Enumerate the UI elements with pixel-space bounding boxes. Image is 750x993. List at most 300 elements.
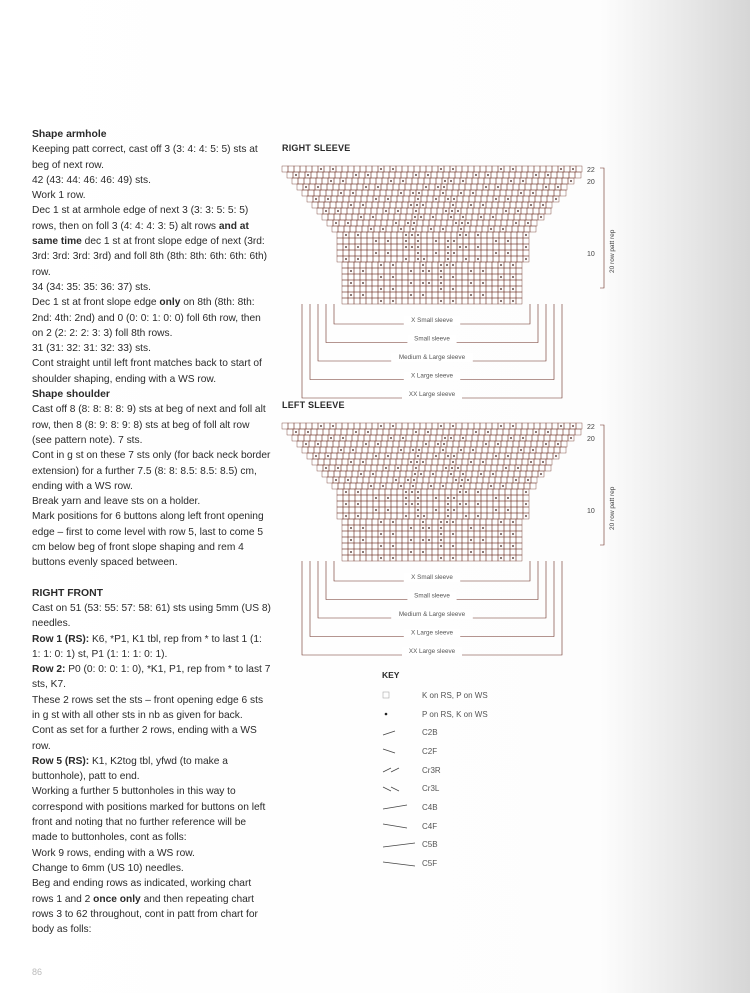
purl-dot [325,467,327,469]
chart-cell [539,208,545,214]
chart-cell [466,435,472,441]
chart-title: LEFT SLEEVE [282,400,345,410]
purl-dot [502,485,504,487]
chart-cell [391,250,397,256]
purl-dot [459,491,461,493]
chart-cell [361,256,367,262]
chart-cell [427,238,433,244]
purl-dot [380,557,382,559]
chart-cell [373,256,379,262]
instruction-paragraph [32,784,272,845]
chart-cell [474,543,480,549]
chart-cell [485,208,491,214]
chart-cell [367,501,373,507]
chart-cell [444,286,450,292]
chart-cell [357,477,363,483]
chart-cell [337,256,343,262]
purl-dot [422,282,424,284]
chart-cell [370,178,376,184]
purl-dot [457,467,459,469]
chart-cell [382,178,388,184]
key-item [382,761,582,780]
purl-dot [445,467,447,469]
chart-cell [436,178,442,184]
chart-cell [486,555,492,561]
chart-cell [497,465,503,471]
chart-cell [298,435,304,441]
chart-cell [371,465,377,471]
purl-dot [495,455,497,457]
purl-dot [500,521,502,523]
chart-cell [396,298,402,304]
chart-cell [557,172,563,178]
chart-cell [445,232,451,238]
chart-cell [439,513,445,519]
purl-dot [525,246,527,248]
chart-cell [482,226,488,232]
chart-cell [391,513,397,519]
chart-cell [444,423,450,429]
chart-cell [287,172,293,178]
chart-cell [417,184,423,190]
chart-cell [402,519,408,525]
chart-cell [396,531,402,537]
chart-cell [488,190,494,196]
purl-dot [342,180,344,182]
chart-cell [367,256,373,262]
bold-text: Row 2: [32,664,66,676]
chart-cell [347,172,353,178]
purl-dot [415,174,417,176]
chart-cell [445,489,451,495]
purl-dot [492,216,494,218]
purl-dot [495,497,497,499]
purl-dot [387,455,389,457]
chart-cell [492,459,498,465]
chart-cell [357,441,363,447]
chart-cell [439,232,445,238]
purl-dot [487,174,489,176]
chart-cell [475,495,481,501]
purl-dot [362,461,364,463]
purl-dot [350,551,352,553]
purl-dot [410,294,412,296]
purl-dot [402,180,404,182]
purl-dot [500,533,502,535]
text-run: Dec 1 st at front slope edge [32,297,160,309]
chart-cell [504,525,510,531]
key-label: C5B [422,840,438,850]
chart-cell [519,441,525,447]
purl-dot [495,509,497,511]
chart-cell [334,178,340,184]
purl-dot [542,204,544,206]
chart-cell [544,178,550,184]
chart-cell [361,453,367,459]
chart-cell [457,513,463,519]
chart-cell [430,178,436,184]
chart-cell [435,220,441,226]
purl-dot [470,461,472,463]
chart-cell [420,166,426,172]
chart-cell [517,501,523,507]
chart-cell [468,555,474,561]
chart-cell [540,166,546,172]
chart-cell [487,244,493,250]
chart-cell [486,298,492,304]
chart-cell [433,256,439,262]
chart-cell [372,423,378,429]
chart-cell [499,238,505,244]
purl-dot [337,210,339,212]
purl-dot [452,533,454,535]
chart-cell [355,196,361,202]
purl-dot [392,545,394,547]
purl-dot [350,204,352,206]
instruction-paragraph [32,280,272,295]
purl-dot [482,461,484,463]
chart-cell [385,244,391,250]
purl-dot [317,186,319,188]
purl-dot [392,300,394,302]
purl-dot [532,449,534,451]
purl-dot [392,288,394,290]
chart-cell [486,274,492,280]
chart-cell [416,483,422,489]
purl-dot [337,467,339,469]
chart-cell [341,208,347,214]
chart-cell [468,543,474,549]
chart-cell [471,441,477,447]
chart-cell [486,262,492,268]
chart-cell [373,513,379,519]
chart-cell [414,298,420,304]
chart-cell [517,507,523,513]
chart-cell [354,537,360,543]
chart-cell [386,190,392,196]
chart-cell [376,214,382,220]
chart-cell [489,184,495,190]
chart-cell [535,196,541,202]
chart-cell [466,178,472,184]
chart-cell [421,501,427,507]
chart-cell [531,441,537,447]
chart-cell [496,178,502,184]
instruction-paragraph [32,846,272,861]
chart-cell [354,298,360,304]
purl-dot [452,461,454,463]
chart-cell [342,262,348,268]
chart-cell [409,507,415,513]
chart-cell [451,256,457,262]
purl-dot [345,503,347,505]
chart-cell [483,477,489,483]
chart-cell [391,238,397,244]
chart-cell [496,471,502,477]
chart-cell [324,202,330,208]
chart-cell [446,190,452,196]
chart-cell [386,447,392,453]
chart-cell [363,220,369,226]
chart-cell [456,292,462,298]
chart-cell [432,292,438,298]
chart-cell [422,447,428,453]
purl-dot [540,473,542,475]
chart-cell [402,202,408,208]
chart-cell [561,184,567,190]
purl-dot [417,198,419,200]
chart-cell [457,256,463,262]
chart-cell [338,226,344,232]
chart-cell [423,477,429,483]
chart-cell [530,226,536,232]
purl-dot [325,210,327,212]
chart-cell [419,429,425,435]
chart-cell [472,471,478,477]
chart-cell [452,447,458,453]
chart-cell [549,441,555,447]
purl-dot [460,192,462,194]
chart-cell [426,292,432,298]
chart-cell [340,471,346,477]
purl-dot [380,300,382,302]
chart-cell [502,435,508,441]
chart-cell [507,441,513,447]
chart-cell [462,423,468,429]
purl-dot [446,264,448,266]
chart-cell [468,298,474,304]
chart-cell [444,459,450,465]
chart-cell [429,184,435,190]
chart-cell [366,423,372,429]
chart-cell [474,262,480,268]
purl-dot [375,252,377,254]
purl-dot [332,168,334,170]
chart-cell [537,441,543,447]
purl-dot [370,228,372,230]
purl-dot [512,276,514,278]
chart-cell [575,172,581,178]
chart-cell [434,226,440,232]
chart-cell [334,435,340,441]
chart-cell [523,238,529,244]
key-label: C2F [422,746,438,756]
purl-dot [305,186,307,188]
chart-cell [421,489,427,495]
chart-cell [492,543,498,549]
chart-cell [390,549,396,555]
chart-cell [518,483,524,489]
chart-cell [481,495,487,501]
chart-cell [439,507,445,513]
instruction-paragraph [32,142,272,173]
chart-cell [461,208,467,214]
chart-cell [396,537,402,543]
purl-dot [435,455,437,457]
purl-dot [357,234,359,236]
chart-cell [442,214,448,220]
chart-cell [332,190,338,196]
chart-cell [397,513,403,519]
purl-dot [525,234,527,236]
chart-cell [509,429,515,435]
purl-dot [447,497,449,499]
chart-cell [462,262,468,268]
chart-cell [433,232,439,238]
chart-cell [503,172,509,178]
chart-cell [384,166,390,172]
purl-dot [315,455,317,457]
chart-cell [367,238,373,244]
chart-cell [499,244,505,250]
chart-cell [417,220,423,226]
purl-dot [490,485,492,487]
chart-cell [541,453,547,459]
purl-dot [452,288,454,290]
chart-cell [376,435,382,441]
chart-cell [499,513,505,519]
instruction-paragraph [32,723,272,754]
purl-dot [507,198,509,200]
chart-cell [397,507,403,513]
chart-cell [426,549,432,555]
purl-dot [520,192,522,194]
purl-dot [446,521,448,523]
chart-cell [360,531,366,537]
text-run: on 8th (8th: 8th: 2nd: 4th: 2nd) and 0 (0: 0: 1: 0: 0) foll 6th row, then on 2 (2: 2: 2: 3: 3) foll 8th rows. [32,297,261,339]
chart-cell [312,459,318,465]
chart-cell [480,286,486,292]
chart-cell [450,525,456,531]
chart-cell [316,178,322,184]
purl-dot [407,479,409,481]
chart-cell [414,262,420,268]
chart-cell [480,262,486,268]
chart-cell [349,489,355,495]
chart-cell [312,423,318,429]
chart-cell [425,465,431,471]
chart-cell [348,298,354,304]
chart-cell [387,477,393,483]
chart-cell [534,459,540,465]
chart-cell [516,531,522,537]
chart-cell [412,178,418,184]
chart-cell [342,525,348,531]
purl-dot [453,252,455,254]
chart-cell [507,184,513,190]
right-sleeve-chart [282,143,616,398]
chart-cell [364,214,370,220]
chart-cell [390,202,396,208]
chart-cell [432,274,438,280]
purl-dot [453,509,455,511]
chart-cell [427,256,433,262]
chart-cell [297,441,303,447]
chart-cell [486,459,492,465]
chart-cell [382,214,388,220]
purl-dot [452,545,454,547]
size-range-line [318,561,546,618]
chart-cell [447,220,453,226]
chart-cell [517,453,523,459]
chart-cell [432,555,438,561]
chart-cell [496,435,502,441]
chart-cell [349,238,355,244]
purl-dot [507,455,509,457]
chart-cell [501,220,507,226]
chart-cell [511,238,517,244]
chart-cell [360,274,366,280]
chart-cell [401,429,407,435]
chart-cell [355,507,361,513]
purl-dot [411,491,413,493]
chart-cell [471,184,477,190]
instruction-paragraph [32,632,272,663]
purl-dot [510,437,512,439]
purl-dot [467,222,469,224]
chart-cell [372,519,378,525]
chart-cell [349,495,355,501]
chart-cell [378,268,384,274]
chart-cell [526,178,532,184]
chart-cell [396,543,402,549]
chart-cell [387,220,393,226]
chart-cell [396,555,402,561]
purl-dot [512,288,514,290]
chart-cell [504,537,510,543]
chart-cell [372,202,378,208]
purl-dot [515,222,517,224]
chart-cell [418,178,424,184]
chart-cell [469,244,475,250]
purl-dot [422,551,424,553]
chart-cell [517,238,523,244]
chart-cell [463,250,469,256]
purl-dot [459,246,461,248]
chart-cell [408,423,414,429]
chart-cell [446,226,452,232]
purl-dot [416,204,418,206]
purl-dot [428,527,430,529]
purl-dot [417,240,419,242]
chart-cell [335,429,341,435]
chart-cell [384,286,390,292]
chart-cell [367,489,373,495]
purl-dot [340,192,342,194]
purl-dot [443,443,445,445]
chart-cell [523,196,529,202]
chart-cell [348,262,354,268]
purl-dot [435,509,437,511]
chart-cell [528,166,534,172]
chart-cell [361,513,367,519]
purl-dot [430,228,432,230]
chart-cell [504,423,510,429]
chart-cell [532,178,538,184]
purl-dot [447,515,449,517]
chart-cell [524,447,530,453]
chart-cell [439,196,445,202]
purl-dot [405,515,407,517]
chart-cell [444,531,450,537]
chart-cell [420,543,426,549]
chart-cell [433,513,439,519]
chart-cell [406,471,412,477]
chart-cell [464,447,470,453]
key-label: C2B [422,728,438,738]
chart-cell [516,298,522,304]
chart-cell [348,531,354,537]
